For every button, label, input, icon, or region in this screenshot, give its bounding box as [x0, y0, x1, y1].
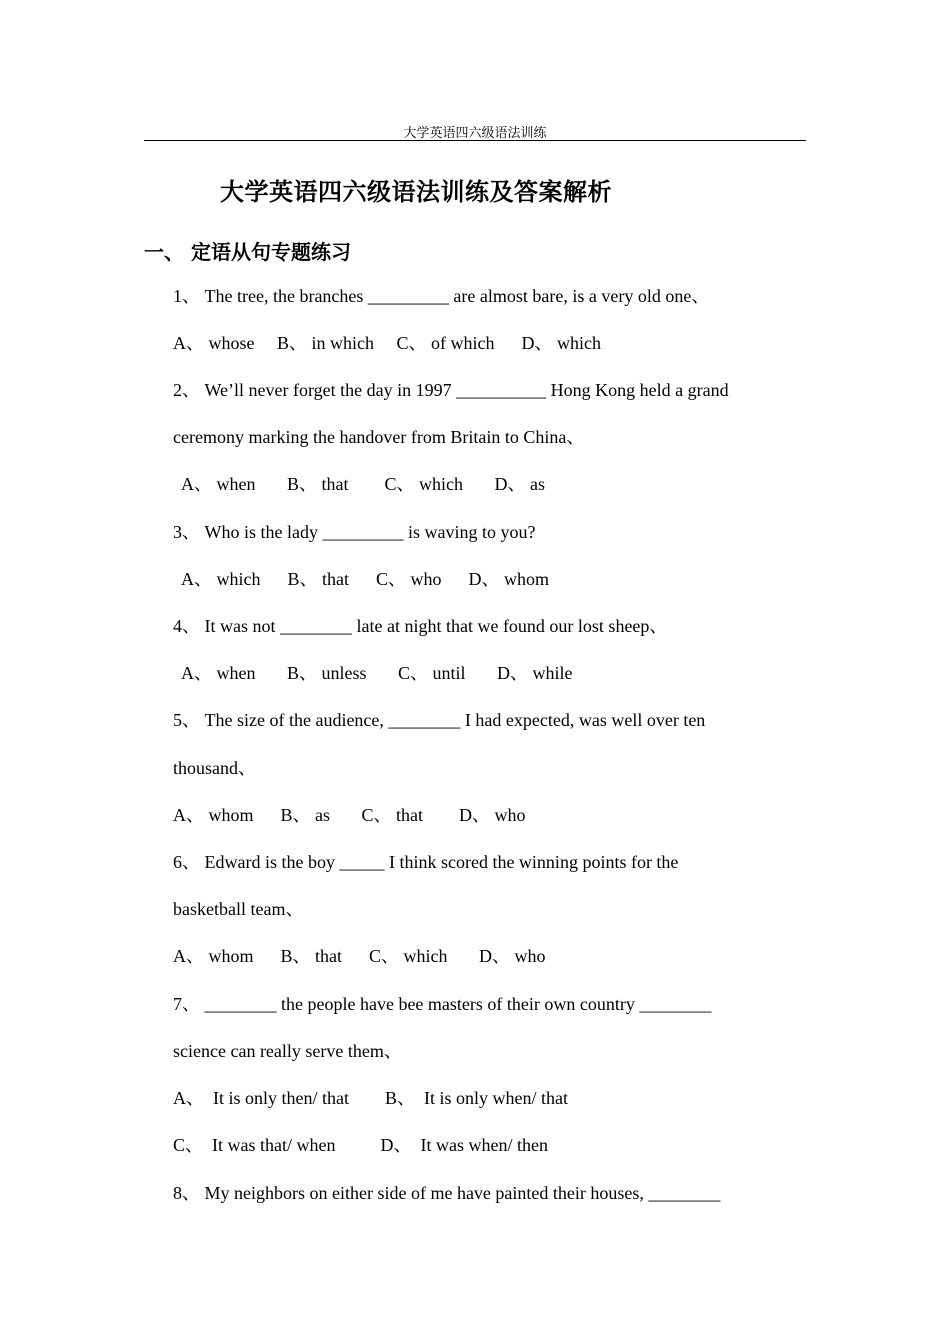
question-3: 3、 Who is the lady _________ is waving to you? — [173, 522, 536, 542]
section-heading: 一、 定语从句专题练习 — [144, 240, 351, 264]
document-title: 大学英语四六级语法训练及答案解析 — [220, 178, 612, 206]
question-2: 2、 We’ll never forget the day in 1997 __________ Hong Kong held a grand — [173, 380, 729, 400]
question-4: 4、 It was not ________ late at night that we found our lost sheep、 — [173, 616, 668, 636]
question-6-continued: basketball team、 — [173, 899, 304, 919]
question-7-options-ab: A、 It is only then/ that B、 It is only when/ that — [173, 1088, 568, 1108]
question-2-options: A、 when B、 that C、 which D、 as — [173, 474, 545, 494]
question-2-continued: ceremony marking the handover from Britain to China、 — [173, 427, 585, 447]
question-6: 6、 Edward is the boy _____ I think scored the winning points for the — [173, 852, 679, 872]
running-header: 大学英语四六级语法训练 — [403, 126, 547, 141]
question-7-options-cd: C、 It was that/ when D、 It was when/ then — [173, 1135, 548, 1155]
question-8: 8、 My neighbors on either side of me have painted their houses, ________ — [173, 1183, 721, 1203]
question-6-options: A、 whom B、 that C、 which D、 who — [173, 946, 546, 966]
question-5: 5、 The size of the audience, ________ I had expected, was well over ten — [173, 710, 706, 730]
question-3-options: A、 which B、 that C、 who D、 whom — [173, 569, 549, 589]
question-1-options: A、 whose B、 in which C、 of which D、 which — [173, 333, 601, 353]
question-5-options: A、 whom B、 as C、 that D、 who — [173, 805, 526, 825]
header-divider — [144, 140, 806, 141]
question-4-options: A、 when B、 unless C、 until D、 while — [173, 663, 573, 683]
question-1: 1、 The tree, the branches _________ are almost bare, is a very old one、 — [173, 286, 710, 306]
question-7: 7、 ________ the people have bee masters of their own country ________ — [173, 994, 712, 1014]
question-7-continued: science can really serve them、 — [173, 1041, 402, 1061]
question-5-continued: thousand、 — [173, 758, 256, 778]
